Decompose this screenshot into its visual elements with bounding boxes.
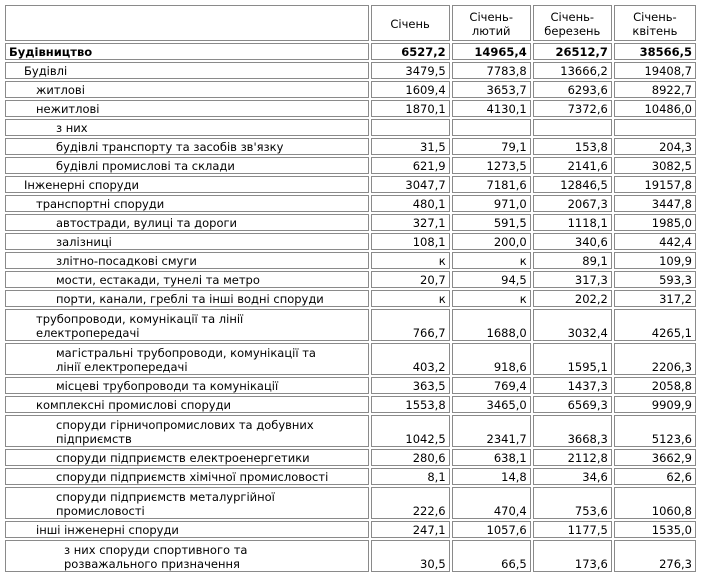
row-label: Будівництво (5, 43, 369, 60)
table-row (5, 343, 696, 375)
row-label: транспортні споруди (5, 195, 369, 212)
value-cell: 3465,0 (452, 396, 531, 413)
row-label: порти, канали, греблі та інші водні споруди (5, 290, 369, 307)
value-cell: 621,9 (371, 157, 450, 174)
table-row (5, 415, 696, 447)
header-jan-mar: Січень- березень (533, 5, 612, 41)
value-cell (452, 119, 531, 136)
table-row (5, 233, 696, 250)
value-cell: 204,3 (614, 138, 696, 155)
value-cell: 1985,0 (614, 214, 696, 231)
table-row (5, 449, 696, 466)
value-cell: 79,1 (452, 138, 531, 155)
value-cell: 591,5 (452, 214, 531, 231)
value-cell: 1595,1 (533, 343, 612, 375)
row-label: будівлі промислові та склади (5, 157, 369, 174)
value-cell: к (371, 252, 450, 269)
value-cell: 918,6 (452, 343, 531, 375)
value-cell: 1042,5 (371, 415, 450, 447)
table-body (5, 43, 696, 572)
row-label: житлові (5, 81, 369, 98)
value-cell: 1609,4 (371, 81, 450, 98)
row-label: з них (5, 119, 369, 136)
table-row (5, 290, 696, 307)
table-row (5, 377, 696, 394)
table-row (5, 157, 696, 174)
value-cell: 3447,8 (614, 195, 696, 212)
value-cell: 1060,8 (614, 487, 696, 519)
row-label: мости, естакади, тунелі та метро (5, 271, 369, 288)
value-cell: 3032,4 (533, 309, 612, 341)
value-cell: 1553,8 (371, 396, 450, 413)
value-cell: 1118,1 (533, 214, 612, 231)
value-cell: 8922,7 (614, 81, 696, 98)
value-cell: 62,6 (614, 468, 696, 485)
table-header (5, 5, 696, 41)
row-label: Будівлі (5, 62, 369, 79)
value-cell: 442,4 (614, 233, 696, 250)
value-cell: 6293,6 (533, 81, 612, 98)
value-cell: 638,1 (452, 449, 531, 466)
table-row (5, 81, 696, 98)
header-jan: Січень (371, 5, 450, 41)
value-cell: 10486,0 (614, 100, 696, 117)
value-cell: 6569,3 (533, 396, 612, 413)
row-label: з них споруди спортивного та розважального призначення (5, 540, 369, 572)
value-cell: 2141,6 (533, 157, 612, 174)
value-cell: 317,3 (533, 271, 612, 288)
value-cell: 108,1 (371, 233, 450, 250)
row-label: нежитлові (5, 100, 369, 117)
value-cell: 14965,4 (452, 43, 531, 60)
value-cell: 363,5 (371, 377, 450, 394)
value-cell: 34,6 (533, 468, 612, 485)
row-label: трубопроводи, комунікації та лінії електропередачі (5, 309, 369, 341)
row-label: інші інженерні споруди (5, 521, 369, 538)
table-row (5, 521, 696, 538)
value-cell: 94,5 (452, 271, 531, 288)
value-cell: 3662,9 (614, 449, 696, 466)
value-cell: 31,5 (371, 138, 450, 155)
value-cell: 4265,1 (614, 309, 696, 341)
table-row (5, 62, 696, 79)
value-cell: 4130,1 (452, 100, 531, 117)
row-label: автостради, вулиці та дороги (5, 214, 369, 231)
value-cell: 200,0 (452, 233, 531, 250)
value-cell: 1688,0 (452, 309, 531, 341)
value-cell: 2341,7 (452, 415, 531, 447)
table-row (5, 271, 696, 288)
table-row (5, 252, 696, 269)
row-label: споруди підприємств електроенергетики (5, 449, 369, 466)
header-jan-apr: Січень- квітень (614, 5, 696, 41)
table-row (5, 176, 696, 193)
row-label: споруди підприємств хімічної промисловості (5, 468, 369, 485)
value-cell: 7181,6 (452, 176, 531, 193)
value-cell: 403,2 (371, 343, 450, 375)
value-cell: 470,4 (452, 487, 531, 519)
value-cell: к (452, 290, 531, 307)
value-cell: 7372,6 (533, 100, 612, 117)
value-cell: 340,6 (533, 233, 612, 250)
value-cell: 19157,8 (614, 176, 696, 193)
value-cell: 89,1 (533, 252, 612, 269)
row-label: злітно-посадкові смуги (5, 252, 369, 269)
row-label: залізниці (5, 233, 369, 250)
value-cell (614, 119, 696, 136)
table-row (5, 396, 696, 413)
value-cell: 13666,2 (533, 62, 612, 79)
value-cell: 66,5 (452, 540, 531, 572)
value-cell: 8,1 (371, 468, 450, 485)
value-cell: 276,3 (614, 540, 696, 572)
value-cell: 12846,5 (533, 176, 612, 193)
value-cell: 19408,7 (614, 62, 696, 79)
value-cell: 280,6 (371, 449, 450, 466)
row-label: будівлі транспорту та засобів зв'язку (5, 138, 369, 155)
value-cell: 5123,6 (614, 415, 696, 447)
table-row (5, 487, 696, 519)
value-cell: 317,2 (614, 290, 696, 307)
value-cell: 153,8 (533, 138, 612, 155)
value-cell: 3082,5 (614, 157, 696, 174)
value-cell: 6527,2 (371, 43, 450, 60)
value-cell: 3479,5 (371, 62, 450, 79)
table-row (5, 119, 696, 136)
value-cell: 3668,3 (533, 415, 612, 447)
value-cell: 3653,7 (452, 81, 531, 98)
value-cell: 109,9 (614, 252, 696, 269)
value-cell: 2206,3 (614, 343, 696, 375)
row-label: комплексні промислові споруди (5, 396, 369, 413)
value-cell: 20,7 (371, 271, 450, 288)
table-row (5, 195, 696, 212)
value-cell (533, 119, 612, 136)
statistics-table (3, 3, 698, 574)
value-cell: 9909,9 (614, 396, 696, 413)
value-cell: 202,2 (533, 290, 612, 307)
table-row (5, 100, 696, 117)
value-cell (371, 119, 450, 136)
value-cell: 38566,5 (614, 43, 696, 60)
value-cell: 222,6 (371, 487, 450, 519)
value-cell: 14,8 (452, 468, 531, 485)
value-cell: 26512,7 (533, 43, 612, 60)
value-cell: 1870,1 (371, 100, 450, 117)
value-cell: 1057,6 (452, 521, 531, 538)
value-cell: 753,6 (533, 487, 612, 519)
table-row (5, 43, 696, 60)
value-cell: к (452, 252, 531, 269)
value-cell: 2058,8 (614, 377, 696, 394)
row-label: споруди підприємств металургійної промисловості (5, 487, 369, 519)
table-row (5, 138, 696, 155)
table-row (5, 214, 696, 231)
header-label-cell (5, 5, 369, 41)
value-cell: 2067,3 (533, 195, 612, 212)
value-cell: 1177,5 (533, 521, 612, 538)
row-label: місцеві трубопроводи та комунікації (5, 377, 369, 394)
value-cell: 247,1 (371, 521, 450, 538)
value-cell: 769,4 (452, 377, 531, 394)
row-label: Інженерні споруди (5, 176, 369, 193)
table-row (5, 468, 696, 485)
row-label: магістральні трубопроводи, комунікації та лінії електропередачі (5, 343, 369, 375)
table-row (5, 309, 696, 341)
value-cell: 1273,5 (452, 157, 531, 174)
value-cell: 2112,8 (533, 449, 612, 466)
header-jan-feb: Січень- лютий (452, 5, 531, 41)
value-cell: 1437,3 (533, 377, 612, 394)
value-cell: 593,3 (614, 271, 696, 288)
table-row (5, 540, 696, 572)
value-cell: к (371, 290, 450, 307)
value-cell: 327,1 (371, 214, 450, 231)
value-cell: 7783,8 (452, 62, 531, 79)
value-cell: 766,7 (371, 309, 450, 341)
value-cell: 971,0 (452, 195, 531, 212)
value-cell: 3047,7 (371, 176, 450, 193)
value-cell: 173,6 (533, 540, 612, 572)
row-label: споруди гірничопромислових та добувних підприємств (5, 415, 369, 447)
value-cell: 480,1 (371, 195, 450, 212)
value-cell: 30,5 (371, 540, 450, 572)
value-cell: 1535,0 (614, 521, 696, 538)
